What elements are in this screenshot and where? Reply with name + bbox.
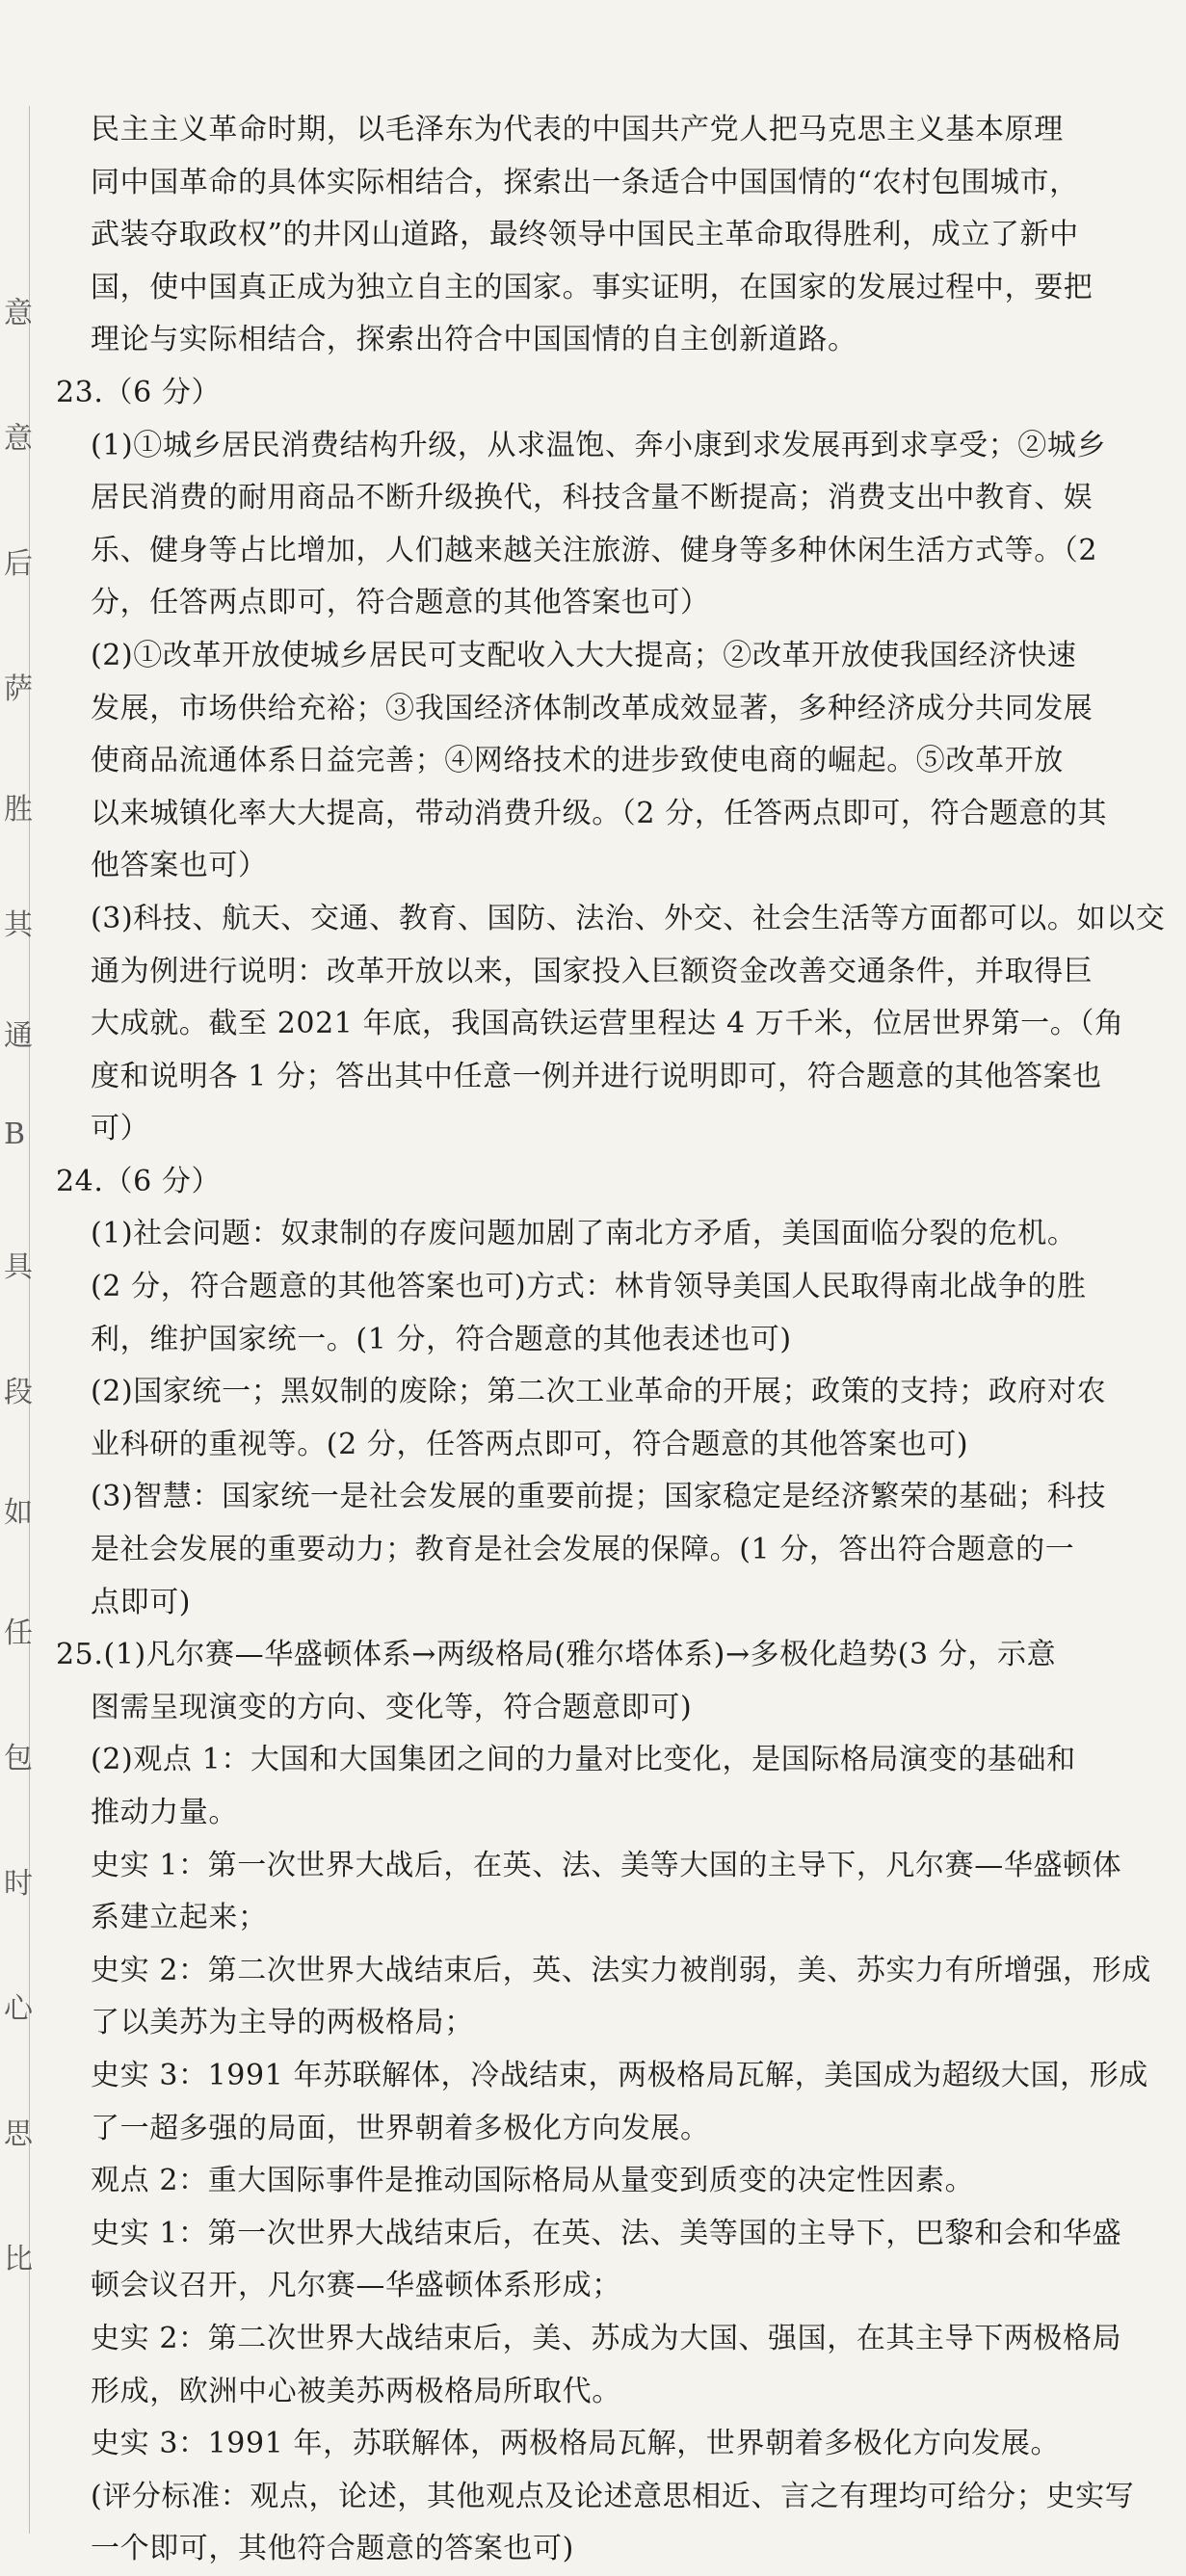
margin-fragment-char: 比 — [4, 2243, 33, 2276]
margin-fragment-char: 思 — [4, 2117, 33, 2151]
answer-line: 史实 3：1991 年，苏联解体，两极格局瓦解，世界朝着多极化方向发展。 — [91, 2427, 1061, 2461]
margin-fragment-char: 其 — [4, 908, 33, 942]
left-margin-fragments — [0, 96, 39, 2543]
answer-line: 史实 2：第二次世界大战结束后，美、苏成为大国、强国，在其主导下两极格局 — [91, 2321, 1122, 2355]
question-number-line: 25.(1)凡尔赛—华盛顿体系→两级格局(雅尔塔体系)→多极化趋势(3 分，示意 — [56, 1638, 1057, 1672]
margin-fragment-char: B — [4, 1117, 26, 1151]
margin-fragment-char: 意 — [4, 297, 33, 330]
answer-line: 史实 2：第二次世界大战结束后，英、法实力被削弱，美、苏实力有所增强，形成 — [91, 1953, 1151, 1987]
answer-line: 发展，市场供给充裕；③我国经济体制改革成效显著，多种经济成分共同发展 — [91, 691, 1094, 725]
answer-text-body — [56, 104, 1164, 2576]
answer-line: (2 分，符合题意的其他答案也可)方式：林肯领导美国人民取得南北战争的胜 — [91, 1270, 1087, 1304]
answer-line: 分，任答两点即可，符合题意的其他答案也可） — [91, 586, 710, 620]
margin-fragment-char: 段 — [4, 1376, 33, 1409]
answer-line: 推动力量。 — [91, 1796, 238, 1829]
answer-line: 度和说明各 1 分；答出其中任意一例并进行说明即可，符合题意的其他答案也 — [91, 1059, 1102, 1093]
answer-line: 了以美苏为主导的两极格局； — [91, 2006, 474, 2040]
answer-line: 史实 3：1991 年苏联解体，冷战结束，两极格局瓦解，美国成为超级大国，形成 — [91, 2058, 1148, 2092]
answer-line: 了一超多强的局面，世界朝着多极化方向发展。 — [91, 2111, 710, 2145]
answer-line: 系建立起来； — [91, 1901, 268, 1935]
answer-line: 以来城镇化率大大提高，带动消费升级。（2 分，任答两点即可，符合题意的其 — [91, 796, 1108, 830]
margin-fragment-char: 后 — [4, 547, 33, 581]
answer-line: 国，使中国真正成为独立自主的国家。事实证明，在国家的发展过程中，要把 — [91, 270, 1094, 304]
answer-line: (2)①改革开放使城乡居民可支配收入大大提高；②改革开放使我国经济快速 — [91, 638, 1077, 672]
answer-line: 通为例进行说明：改革开放以来，国家投入巨额资金改善交通条件，并取得巨 — [91, 954, 1094, 988]
margin-fragment-char: 通 — [4, 1019, 33, 1053]
answer-line: 图需呈现演变的方向、变化等，符合题意即可) — [91, 1690, 693, 1724]
answer-line: 可） — [91, 1112, 150, 1146]
margin-fragment-char: 意 — [4, 422, 33, 456]
margin-fragment-char: 包 — [4, 1742, 33, 1775]
answer-line: 观点 2：重大国际事件是推动国际格局从量变到质变的决定性因素。 — [91, 2164, 975, 2198]
answer-line: 利，维护国家统一。(1 分，符合题意的其他表述也可) — [91, 1322, 792, 1356]
answer-line: 理论与实际相结合，探索出符合中国国情的自主创新道路。 — [91, 323, 857, 357]
answer-line: (1)①城乡居民消费结构升级，从求温饱、奔小康到求发展再到求享受；②城乡 — [91, 428, 1107, 462]
answer-line: 同中国革命的具体实际相结合，探索出一条适合中国国情的“农村包围城市， — [91, 165, 1079, 199]
answer-line: 点即可) — [91, 1585, 192, 1619]
margin-fragment-char: 胜 — [4, 793, 33, 827]
margin-fragment-char: 时 — [4, 1867, 33, 1901]
margin-fragment-char: 如 — [4, 1496, 33, 1530]
margin-fragment-char: 具 — [4, 1250, 33, 1284]
answer-line: 武装夺取政权”的井冈山道路，最终领导中国民主革命取得胜利，成立了新中 — [91, 218, 1079, 252]
answer-line: 是社会发展的重要动力；教育是社会发展的保障。(1 分，答出符合题意的一 — [91, 1533, 1075, 1567]
question-number-line: 24.（6 分） — [56, 1164, 222, 1198]
answer-line: 形成，欧洲中心被美苏两极格局所取代。 — [91, 2374, 621, 2408]
margin-fragment-char: 任 — [4, 1617, 33, 1650]
answer-line: (2)观点 1：大国和大国集团之间的力量对比变化，是国际格局演变的基础和 — [91, 1743, 1076, 1777]
answer-line: 居民消费的耐用商品不断升级换代，科技含量不断提高；消费支出中教育、娱 — [91, 481, 1094, 515]
margin-fragment-char: 萨 — [4, 672, 33, 706]
answer-line: (3)智慧：国家统一是社会发展的重要前提；国家稳定是经济繁荣的基础；科技 — [91, 1480, 1107, 1514]
question-number-line: 23.（6 分） — [56, 375, 222, 409]
answer-line: 乐、健身等占比增加，人们越来越关注旅游、健身等多种休闲生活方式等。（2 — [91, 533, 1098, 567]
answer-line: 民主主义革命时期，以毛泽东为代表的中国共产党人把马克思主义基本原理 — [91, 113, 1064, 146]
margin-fragment-char: 心 — [4, 1992, 33, 2026]
answer-line: (评分标准：观点，论述，其他观点及论述意思相近、言之有理均可给分；史实写 — [91, 2479, 1135, 2513]
answer-line: 业科研的重视等。(2 分，任答两点即可，符合题意的其他答案也可) — [91, 1427, 969, 1461]
answer-line: (1)社会问题：奴隶制的存废问题加剧了南北方矛盾，美国面临分裂的危机。 — [91, 1217, 1077, 1251]
answer-line: 他答案也可） — [91, 849, 268, 883]
answer-line: (2)国家统一；黑奴制的废除；第二次工业革命的开展；政策的支持；政府对农 — [91, 1375, 1107, 1409]
answer-line: 史实 1：第一次世界大战结束后，在英、法、美等国的主导下，巴黎和会和华盛 — [91, 2216, 1122, 2250]
answer-line: 大成就。截至 2021 年底，我国高铁运营里程达 4 万千米，位居世界第一。（角 — [91, 1007, 1124, 1041]
answer-line: 顿会议召开，凡尔赛—华盛顿体系形成； — [91, 2269, 621, 2303]
answer-line: 一个即可，其他符合题意的答案也可) — [91, 2532, 574, 2566]
answer-line: 史实 1：第一次世界大战后，在英、法、美等大国的主导下，凡尔赛—华盛顿体 — [91, 1848, 1122, 1882]
answer-line: (3)科技、航天、交通、教育、国防、法治、外交、社会生活等方面都可以。如以交 — [91, 901, 1166, 935]
answer-line: 使商品流通体系日益完善；④网络技术的进步致使电商的崛起。⑤改革开放 — [91, 744, 1064, 778]
